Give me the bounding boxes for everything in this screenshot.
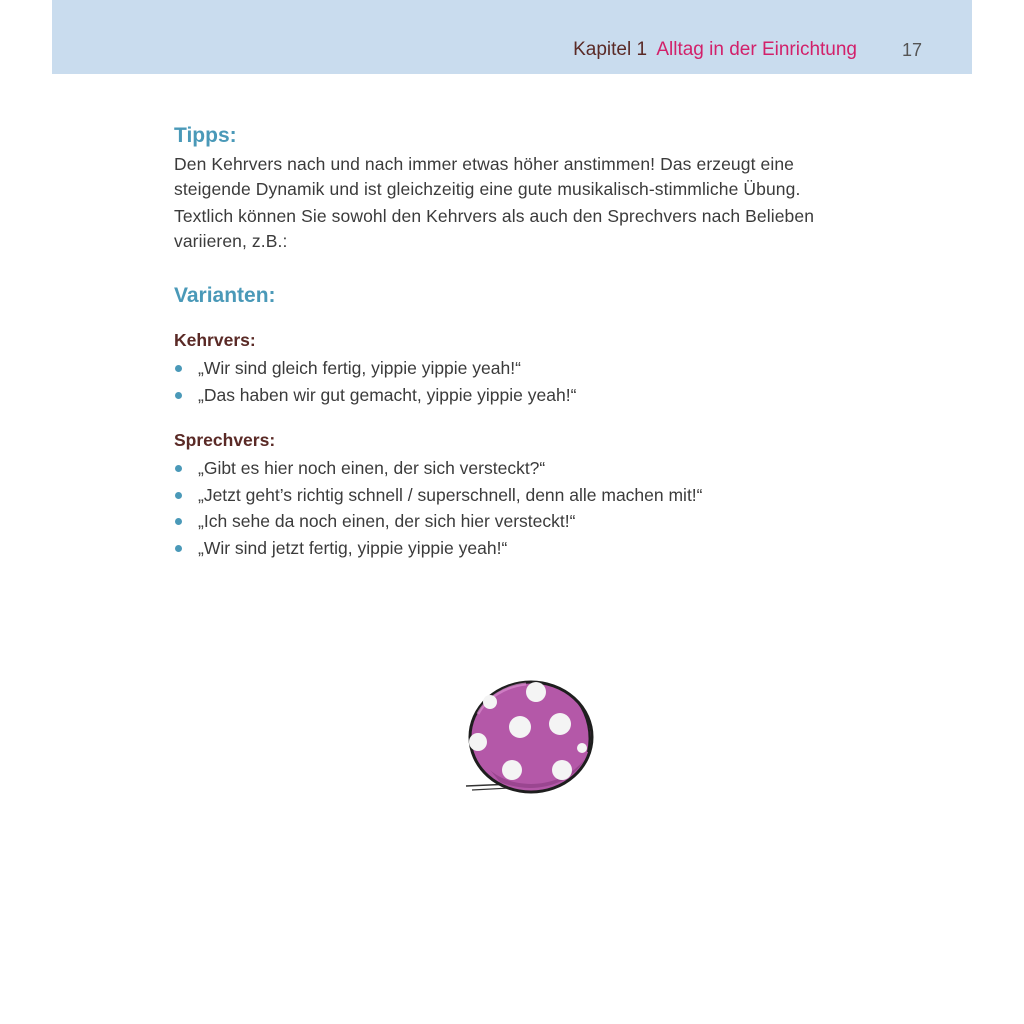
kehrvers-heading: Kehrvers:	[174, 330, 256, 350]
list-item	[174, 535, 864, 562]
list-item-text: „Wir sind jetzt fertig, yippie yippie yeah!“	[198, 537, 508, 558]
list-item	[174, 482, 864, 509]
page-number: 17	[901, 40, 922, 60]
kehrvers-list	[174, 355, 864, 408]
bullet-icon	[175, 365, 182, 372]
list-item-text: „Das haben wir gut gemacht, yippie yippie yeah!“	[198, 384, 577, 405]
sprechvers-list	[174, 455, 864, 561]
varianten-heading: Varianten:	[174, 284, 276, 307]
list-item	[174, 355, 864, 382]
bullet-icon	[175, 518, 182, 525]
chapter-title: Alltag in der Einrichtung	[656, 39, 857, 60]
bullet-icon	[175, 545, 182, 552]
chapter-heading	[573, 36, 857, 64]
list-item-text: „Gibt es hier noch einen, der sich versteckt?“	[198, 458, 546, 478]
list-item-text: „Jetzt geht’s richtig schnell / superschnell, denn alle machen mit!“	[198, 484, 703, 505]
polka-dot-ball-icon	[460, 672, 600, 802]
chapter-label: Kapitel 1	[573, 39, 648, 60]
bullet-icon	[175, 465, 182, 472]
list-item	[174, 508, 864, 535]
header-band	[52, 0, 972, 74]
page-content	[174, 122, 864, 561]
sprechvers-heading: Sprechvers:	[174, 430, 276, 450]
tipps-paragraph: Den Kehrvers nach und nach immer etwas höher anstimmen! Das erzeugt eine steigende Dynamik und ist gleichzeitig eine gute musikalisch-stimmliche Übung.	[174, 154, 801, 199]
list-item	[174, 382, 864, 409]
tipps-paragraph: Textlich können Sie sowohl den Kehrvers als auch den Sprechvers nach Belieben variieren, z.B.:	[174, 206, 815, 251]
tipps-heading: Tipps:	[174, 124, 237, 147]
bullet-icon	[175, 492, 182, 499]
list-item-text: „Wir sind gleich fertig, yippie yippie yeah!“	[198, 358, 521, 378]
list-item-text: „Ich sehe da noch einen, der sich hier versteckt!“	[198, 511, 576, 531]
bullet-icon	[175, 392, 182, 399]
list-item	[174, 455, 864, 482]
